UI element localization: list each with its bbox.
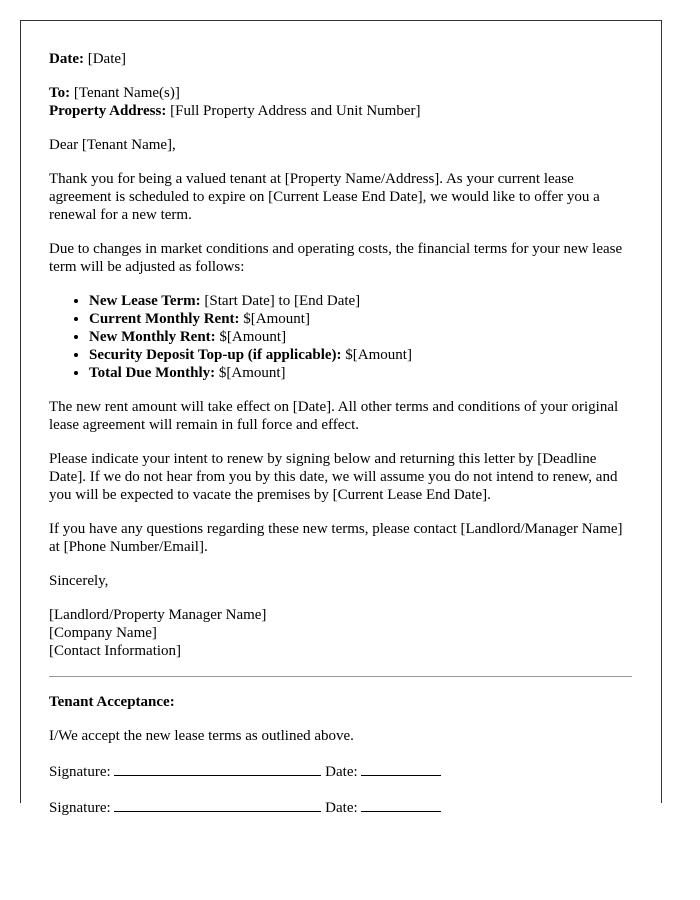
renewal-deadline-paragraph: Please indicate your intent to renew by signing below and returning this letter by [Deadline Date]. If we do not hear from you by this date, we will assume you do not intend to renew, and you will be expected to vacate the premises by [Current Lease End Date]. xyxy=(49,451,618,503)
terms-intro-paragraph: Due to changes in market conditions and operating costs, the financial terms for your new lease term will be adjusted as follows: xyxy=(49,241,623,275)
acceptance-statement: I/We accept the new lease terms as outlined above. xyxy=(49,728,354,744)
acceptance-heading-text: Tenant Acceptance: xyxy=(49,694,175,710)
term-item xyxy=(89,346,632,364)
terms-list xyxy=(49,292,632,382)
signature-line[interactable] xyxy=(114,797,321,812)
term-item xyxy=(89,310,632,328)
term-value: $[Amount] xyxy=(218,365,286,381)
closing: Sincerely, xyxy=(49,573,109,589)
signature-block xyxy=(49,606,632,660)
term-value: [Start Date] to [End Date] xyxy=(204,293,361,309)
date-line-field[interactable] xyxy=(361,797,441,812)
term-item xyxy=(89,292,632,310)
date-value: [Date] xyxy=(87,51,127,67)
manager-name: [Landlord/Property Manager Name] xyxy=(49,607,267,623)
to-label: To: xyxy=(49,85,71,101)
date-field-label: Date: xyxy=(325,800,358,816)
contact-paragraph: If you have any questions regarding these new terms, please contact [Landlord/Manager Name] at [Phone Number/Email]. xyxy=(49,521,623,555)
term-value: $[Amount] xyxy=(243,311,310,327)
term-item xyxy=(89,328,632,346)
signature-row xyxy=(49,761,632,781)
contact-information: [Contact Information] xyxy=(49,643,182,659)
intro-paragraph: Thank you for being a valued tenant at [Property Name/Address]. As your current lease agreement is scheduled to expire on [Current Lease End Date], we would like to offer you a renewal for a new term. xyxy=(49,171,600,223)
recipient-block xyxy=(49,84,632,120)
address-value: [Full Property Address and Unit Number] xyxy=(170,103,421,119)
section-divider xyxy=(49,676,632,677)
term-item xyxy=(89,364,632,382)
term-label: Total Due Monthly: xyxy=(89,365,216,381)
date-line-field[interactable] xyxy=(361,761,441,776)
acceptance-heading xyxy=(49,693,632,711)
signature-label: Signature: xyxy=(49,800,111,816)
address-label: Property Address: xyxy=(49,103,167,119)
date-line xyxy=(49,50,632,68)
term-label: Current Monthly Rent: xyxy=(89,311,240,327)
letter-page xyxy=(20,20,662,816)
term-value: $[Amount] xyxy=(345,347,412,363)
term-label: New Lease Term: xyxy=(89,293,201,309)
company-name: [Company Name] xyxy=(49,625,157,641)
date-field-label: Date: xyxy=(325,764,358,780)
signature-line[interactable] xyxy=(114,761,321,776)
to-value: [Tenant Name(s)] xyxy=(73,85,180,101)
date-label: Date: xyxy=(49,51,84,67)
salutation: Dear [Tenant Name], xyxy=(49,137,176,153)
term-label: New Monthly Rent: xyxy=(89,329,216,345)
signature-row xyxy=(49,797,632,817)
term-value: $[Amount] xyxy=(219,329,287,345)
term-label: Security Deposit Top-up (if applicable): xyxy=(89,347,342,363)
signature-label: Signature: xyxy=(49,764,111,780)
effective-date-paragraph: The new rent amount will take effect on [Date]. All other terms and conditions of your original lease agreement will remain in full force and effect. xyxy=(49,399,619,433)
